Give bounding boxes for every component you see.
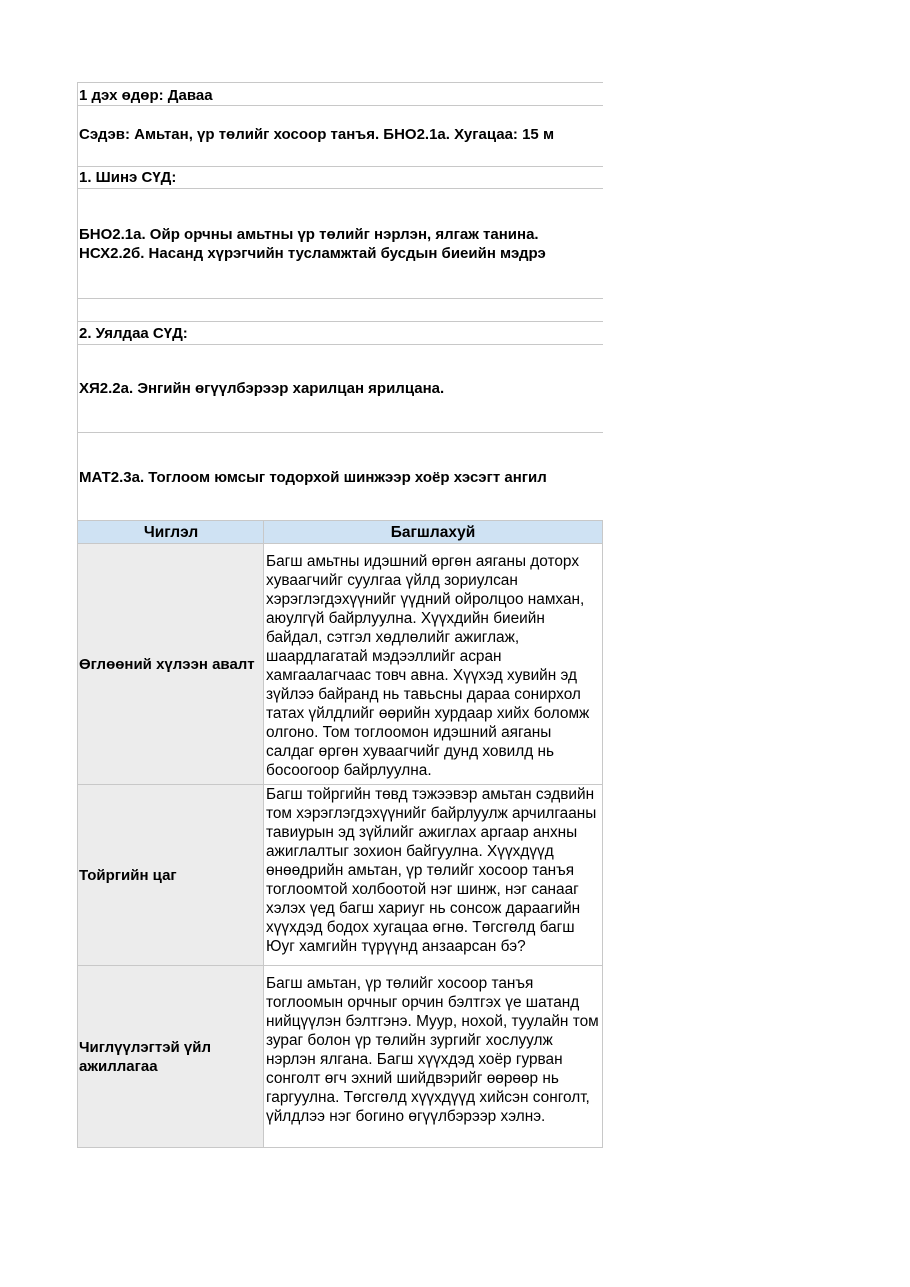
goal-a-text: БНО2.1а. Ойр орчны амьтны үр төлийг нэрлэн, ялгаж танина.: [79, 226, 539, 243]
teaching-cell: Багш амьтан, үр төлийг хосоор танъя тоглоомын орчныг орчин бэлтгэх үе шатанд нийцүүлэн бэлтгэнэ. Муур, нохой, туулайн том зураг болон үр төлийн зургийг хослуулж нэрлэн ялгана. Багш хүүхдэд хоёр гурван сонголт өгч эхний шийдвэрийг өөрөөр нь гаргуулна. Төгсгөлд хүүхдүүд хийсэн сонголт, үйлдлээ нэг богино өгүүлбэрээр хэлнэ.: [264, 966, 603, 1147]
goals1-row: [77, 189, 603, 299]
goal-d-row: [77, 433, 603, 521]
section2-heading: 2. Уялдаа СҮД:: [79, 325, 188, 342]
goal-b-text: НСХ2.2б. Насанд хүрэгчийн тусламжтай бусдын биеийн мэдрэ: [79, 245, 546, 262]
direction-cell: Тойргийн цаг: [78, 785, 264, 965]
day-row: [77, 82, 603, 106]
goal-c-text: ХЯ2.2а. Энгийн өгүүлбэрээр харилцан ярилцана.: [79, 380, 445, 397]
spacer-row: [77, 299, 603, 322]
section2-row: [77, 322, 603, 345]
table-row: [78, 966, 603, 1148]
table-row: [78, 785, 603, 966]
teaching-cell: Багш амьтны идэшний өргөн аяганы доторх хуваагчийг суулгаа үйлд зориулсан хэрэглэгдэхүүнийг үүдний ойролцоо намхан, аюулгүй байрлуулна. Хүүхдийн биеийн байдал, сэтгэл хөдлөлийг ажиглаж, шаардлагатай мэдээллийг асран хамгаалагчаас товч авна. Хүүхэд хувийн эд зүйлээ байранд нь тавьсны дараа сонирхол татах үйлдлийг өөрийн хурдаар хийх боломж олгоно. Том тоглоомон идэшний аяганы салдаг өргөн хуваагчийг дунд ховилд нь босоогоор байрлуулна.: [264, 544, 603, 784]
col-teaching-header: Багшлахуй: [264, 521, 603, 543]
goal-d-text: МАТ2.3а. Тоглоом юмсыг тодорхой шинжээр хоёр хэсэгт ангил: [79, 469, 547, 486]
activity-table: [77, 521, 603, 1148]
section1-heading: 1. Шинэ СҮД:: [79, 169, 177, 186]
topic-row: [77, 106, 603, 167]
day-title: 1 дэх өдөр: Даваа: [79, 87, 213, 104]
topic-title: Сэдэв: Амьтан, үр төлийг хосоор танъя. БНО2.1а. Хугацаа: 15 м: [79, 126, 555, 143]
table-header-row: [78, 521, 603, 544]
goal-c-row: [77, 345, 603, 433]
direction-cell: Чиглүүлэгтэй үйл ажиллагаа: [78, 966, 264, 1147]
section1-row: [77, 167, 603, 189]
col-direction-header: Чиглэл: [78, 521, 264, 543]
lesson-plan-sheet: [77, 82, 603, 1148]
direction-cell: Өглөөний хүлээн авалт: [78, 544, 264, 784]
table-row: [78, 544, 603, 785]
teaching-cell: Багш тойргийн төвд тэжээвэр амьтан сэдвийн том хэрэглэгдэхүүнийг байрлуулж арчилгааны тавиурын эд зүйлийг ажиглах аргаар анхны ажиглалтыг зохион байгуулна. Хүүхдүүд өнөөдрийн амьтан, үр төлийг хосоор танъя тоглоомтой холбоотой нэг шинж, нэг санааг хэлэх үед багш хариуг нь сонсож дараагийн хүүхдэд бодох хугацаа өгнө. Төгсгөлд багш Юуг хамгийн түрүүнд анзаарсан бэ?: [264, 785, 603, 965]
